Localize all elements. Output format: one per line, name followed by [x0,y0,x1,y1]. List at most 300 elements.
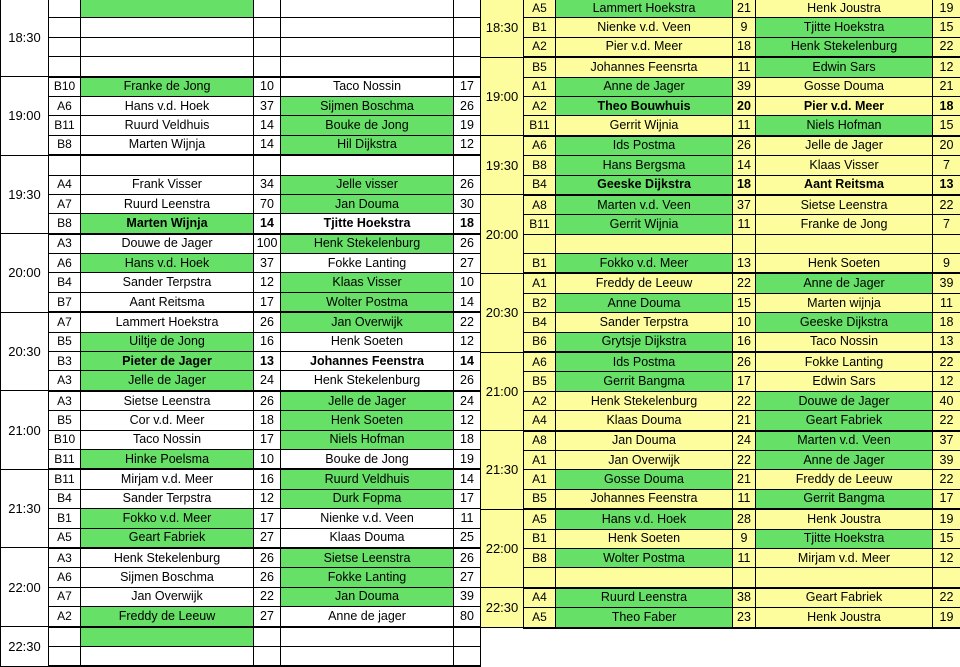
pool-code: A5 [49,528,81,548]
player-one-score: 18 [254,411,281,430]
player-two-score: 26 [454,234,481,254]
table-row [1,568,481,587]
table-row [1,0,481,18]
player-two-score: 11 [454,509,481,528]
time-slot-label: 21:00 [1,391,49,470]
time-slot-label: 18:30 [481,0,524,57]
player-two-score [454,37,481,56]
pool-code: A8 [524,195,556,215]
player-one-name [81,57,254,77]
player-one-name: Theo Faber [556,608,733,628]
pool-code: A2 [524,37,556,57]
table-row [481,588,960,608]
player-two-name: Marten v.d. Veen [756,431,933,451]
player-one-score: 37 [254,254,281,273]
pool-code: A3 [49,391,81,411]
time-slot-label: 20:30 [481,273,524,352]
player-two-name: Sietse Leenstra [756,195,933,215]
player-one-score: 13 [254,352,281,371]
player-one-name: Aant Reitsma [81,292,254,312]
pool-code: B6 [524,332,556,352]
pool-code: A7 [49,312,81,332]
player-two-name: Jan Douma [281,194,454,213]
table-row [1,155,481,175]
time-slot-label: 21:00 [481,352,524,431]
player-one-name: Hans v.d. Hoek [556,509,733,529]
player-one-name: Mirjam v.d. Meer [81,469,254,489]
pool-code: B11 [49,449,81,469]
player-one-name: Jan Douma [556,431,733,451]
player-one-name: Hinke Poelsma [81,449,254,469]
player-one-name [81,37,254,56]
player-two-name: Wolter Postma [281,292,454,312]
player-one-name: Hans v.d. Hoek [81,254,254,273]
pool-code: A8 [524,431,556,451]
table-row [1,37,481,56]
player-two-name: Bouke de Jong [281,116,454,135]
player-two-score: 18 [933,96,960,115]
player-two-name [281,0,454,18]
table-row [481,608,960,628]
player-two-name: Fokke Lanting [281,568,454,587]
player-two-name: Ruurd Veldhuis [281,469,454,489]
player-two-score: 17 [454,489,481,508]
player-one-score: 28 [733,509,756,529]
pool-code: A6 [49,96,81,115]
table-row [1,18,481,37]
player-one-score: 37 [733,195,756,215]
table-row [1,352,481,371]
player-two-score: 10 [454,273,481,292]
pool-code: B8 [49,214,81,234]
player-one-score: 12 [254,489,281,508]
pool-code: A3 [49,234,81,254]
player-one-score: 34 [254,175,281,194]
table-row [1,273,481,292]
player-one-score: 12 [254,273,281,292]
player-two-name: Henk Stekelenburg [281,371,454,391]
player-one-score: 14 [733,156,756,175]
table-row [1,587,481,606]
player-two-score: 20 [933,136,960,156]
player-two-score: 18 [454,214,481,234]
player-one-name: Frank Visser [81,175,254,194]
table-row [481,18,960,37]
player-two-score: 22 [933,352,960,372]
player-two-score: 19 [454,116,481,135]
player-one-name: Marten Wijnja [81,135,254,155]
player-one-name: Taco Nossin [81,430,254,449]
player-two-name: Henk Stekelenburg [281,234,454,254]
pool-code [524,234,556,253]
time-block [481,431,960,510]
player-two-score: 13 [933,175,960,195]
player-two-score [933,234,960,253]
player-one-name [81,18,254,37]
table-row [481,489,960,509]
player-one-score: 11 [733,57,756,77]
table-row [481,568,960,588]
player-one-name: Pieter de Jager [81,352,254,371]
player-two-name: Henk Joustra [756,509,933,529]
player-one-name: Gerrit Bangma [556,372,733,391]
player-one-score: 26 [254,568,281,587]
player-one-score: 26 [733,352,756,372]
pool-code [49,37,81,56]
player-two-score [454,646,481,666]
pool-code: A5 [524,608,556,628]
player-one-score: 21 [733,0,756,18]
player-one-score: 14 [254,135,281,155]
time-slot-label: 18:30 [1,0,49,77]
player-two-name [756,234,933,253]
player-two-score: 80 [454,607,481,627]
pool-code: A4 [524,588,556,608]
pool-code [49,0,81,18]
time-block [1,469,481,548]
table-row [481,431,960,451]
pool-code: B5 [49,411,81,430]
time-block [481,136,960,195]
table-row [1,646,481,666]
table-row [1,469,481,489]
player-one-name: Freddy de Leeuw [81,607,254,627]
table-row [481,77,960,96]
pool-code: A3 [49,548,81,568]
player-two-name: Fokke Lanting [756,352,933,372]
player-one-score: 10 [254,449,281,469]
schedule-table-right [480,0,960,629]
player-two-name: Niels Hofman [281,430,454,449]
pool-code: B11 [524,116,556,136]
pool-code: B5 [524,489,556,509]
player-two-score [454,155,481,175]
player-two-score: 24 [454,391,481,411]
player-one-score: 23 [733,608,756,628]
table-row [481,37,960,57]
player-one-score: 13 [733,254,756,274]
table-row [1,175,481,194]
player-two-score: 19 [454,449,481,469]
player-one-score: 17 [733,372,756,391]
player-one-score: 26 [733,136,756,156]
player-two-name: Tjitte Hoekstra [756,529,933,548]
player-one-score: 24 [733,431,756,451]
time-slot-label: 22:30 [481,588,524,628]
player-one-score: 16 [254,469,281,489]
player-one-score: 9 [733,18,756,37]
table-row [481,548,960,567]
player-one-name: Cor v.d. Meer [81,411,254,430]
player-two-name: Niels Hofman [756,116,933,136]
player-one-score: 26 [254,548,281,568]
table-row [1,312,481,332]
player-two-name: Jan Overwijk [281,312,454,332]
table-row [1,430,481,449]
player-two-score: 27 [454,254,481,273]
player-one-name: Ids Postma [556,136,733,156]
player-two-name: Edwin Sars [756,372,933,391]
time-block [481,57,960,136]
time-slot-label: 19:30 [1,155,49,234]
player-two-score: 39 [933,273,960,293]
player-one-name: Ruurd Veldhuis [81,116,254,135]
pool-code: A7 [49,194,81,213]
player-two-name: Geart Fabriek [756,588,933,608]
player-one-score [254,646,281,666]
table-row [1,194,481,213]
table-row [481,273,960,293]
player-one-name [556,234,733,253]
player-one-name: Ruurd Leenstra [556,588,733,608]
player-two-name: Sijmen Boschma [281,96,454,115]
player-two-score: 7 [933,215,960,234]
time-block [1,391,481,470]
player-two-score: 21 [933,77,960,96]
player-one-score: 14 [254,214,281,234]
player-two-score: 26 [454,548,481,568]
player-two-score: 19 [933,509,960,529]
player-one-name: Hans Bergsma [556,156,733,175]
player-two-score: 18 [454,430,481,449]
player-one-name: Marten v.d. Veen [556,195,733,215]
player-one-name: Ids Postma [556,352,733,372]
table-row [481,234,960,253]
player-two-score: 19 [933,608,960,628]
player-two-score: 37 [933,431,960,451]
pool-code: B2 [524,293,556,312]
time-slot-label: 19:30 [481,136,524,195]
player-one-score: 39 [733,77,756,96]
pool-code: B7 [49,292,81,312]
time-block [481,273,960,352]
player-one-score [254,57,281,77]
player-one-name: Freddy de Leeuw [556,273,733,293]
player-two-name: Henk Joustra [756,0,933,18]
pool-code: B4 [524,313,556,332]
table-row [1,411,481,430]
player-one-score [733,568,756,588]
player-one-score: 21 [733,470,756,489]
player-two-score: 15 [933,18,960,37]
player-one-name: Henk Stekelenburg [81,548,254,568]
time-block [1,155,481,234]
time-slot-label: 20:00 [1,234,49,313]
player-two-score [454,627,481,647]
pool-code: A1 [524,470,556,489]
player-one-name: Fokko v.d. Meer [81,509,254,528]
player-one-score: 10 [733,313,756,332]
pool-code [49,627,81,647]
time-block [1,0,481,77]
player-two-score [454,0,481,18]
pool-code: B1 [524,254,556,274]
player-two-score: 12 [933,57,960,77]
player-one-score: 11 [733,116,756,136]
time-block [1,234,481,313]
player-two-name: Henk Joustra [756,608,933,628]
player-two-score: 13 [933,332,960,352]
pool-code: B4 [524,175,556,195]
table-row [481,116,960,136]
player-two-name: Johannes Feenstra [281,352,454,371]
time-block [481,195,960,274]
player-two-name: Henk Soeten [281,332,454,351]
pool-code: B1 [524,529,556,548]
pool-code: A7 [49,587,81,606]
pool-code: A6 [49,254,81,273]
player-two-name: Klaas Douma [281,528,454,548]
player-one-score: 22 [733,273,756,293]
pool-code [49,646,81,666]
pool-code: A6 [524,352,556,372]
player-one-score: 22 [733,450,756,469]
player-two-name: Nienke v.d. Veen [281,509,454,528]
time-block [1,548,481,627]
player-two-score: 15 [933,529,960,548]
table-row [1,332,481,351]
table-row [481,175,960,195]
table-row [1,292,481,312]
player-one-score: 16 [733,332,756,352]
table-row [1,254,481,273]
pool-code [49,18,81,37]
player-two-score: 12 [454,135,481,155]
pool-code: B4 [49,489,81,508]
player-one-name: Franke de Jong [81,77,254,97]
player-two-name: Freddy de Leeuw [756,470,933,489]
player-two-score: 26 [454,175,481,194]
table-row [481,509,960,529]
player-one-name [556,568,733,588]
player-one-name: Gosse Douma [556,470,733,489]
player-two-score: 26 [454,96,481,115]
player-two-score: 18 [933,313,960,332]
player-one-name: Geart Fabriek [81,528,254,548]
player-two-score [454,57,481,77]
player-one-score: 10 [254,77,281,97]
time-slot-label: 20:00 [481,195,524,274]
player-one-name: Johannes Feensrta [556,57,733,77]
player-one-score: 11 [733,489,756,509]
player-one-name: Sander Terpstra [81,273,254,292]
time-slot-label: 22:00 [481,509,524,588]
player-two-name: Klaas Visser [281,273,454,292]
player-one-name [81,627,254,647]
player-one-score: 21 [733,411,756,431]
table-row [481,391,960,410]
player-two-name: Tjitte Hoekstra [756,18,933,37]
player-two-score [933,568,960,588]
player-two-name: Marten wijnja [756,293,933,312]
player-two-name: Henk Stekelenburg [756,37,933,57]
player-two-name: Gerrit Bangma [756,489,933,509]
player-two-score: 12 [454,332,481,351]
player-two-name [281,627,454,647]
table-row [1,449,481,469]
player-one-name: Douwe de Jager [81,234,254,254]
player-two-name: Edwin Sars [756,57,933,77]
table-row [481,254,960,274]
player-one-name: Henk Stekelenburg [556,391,733,410]
player-two-name: Jan Douma [281,587,454,606]
time-block [481,352,960,431]
pool-code: A2 [524,391,556,410]
player-one-name: Lammert Hoekstra [556,0,733,18]
player-two-name: Pier v.d. Meer [756,96,933,115]
pool-code: A1 [524,273,556,293]
pool-code: B5 [49,332,81,351]
player-two-score: 22 [933,588,960,608]
pool-code: B11 [49,116,81,135]
time-slot-label: 19:00 [481,57,524,136]
pool-code: B3 [49,352,81,371]
pool-code: A4 [524,411,556,431]
player-one-score: 22 [254,587,281,606]
player-one-score: 26 [254,391,281,411]
player-one-name [81,155,254,175]
player-one-name: Klaas Douma [556,411,733,431]
player-one-score: 100 [254,234,281,254]
table-row [481,529,960,548]
pool-code: A5 [524,0,556,18]
table-row [1,57,481,77]
table-row [1,96,481,115]
player-one-name: Marten Wijnja [81,214,254,234]
player-one-name [81,646,254,666]
time-slot-label: 20:30 [1,312,49,391]
player-one-name: Henk Soeten [556,529,733,548]
player-one-score [733,234,756,253]
table-row [481,352,960,372]
player-one-name: Fokko v.d. Meer [556,254,733,274]
player-one-score: 15 [733,293,756,312]
player-one-score: 27 [254,528,281,548]
player-one-score: 22 [733,391,756,410]
player-one-score [254,627,281,647]
player-one-name: Ruurd Leenstra [81,194,254,213]
player-one-name: Sander Terpstra [556,313,733,332]
player-one-score: 24 [254,371,281,391]
pool-code: B11 [49,469,81,489]
player-two-name: Hil Dijkstra [281,135,454,155]
pool-code [49,155,81,175]
player-two-name: Taco Nossin [281,77,454,97]
player-two-score: 30 [454,194,481,213]
pool-code: B1 [49,509,81,528]
player-two-name [281,155,454,175]
time-slot-label: 21:30 [1,469,49,548]
pool-code: B10 [49,77,81,97]
player-two-score: 12 [933,372,960,391]
table-row [481,195,960,215]
player-one-score: 18 [733,175,756,195]
player-one-name: Sijmen Boschma [81,568,254,587]
player-one-name: Sietse Leenstra [81,391,254,411]
pool-code: B1 [524,18,556,37]
pool-code: B8 [524,156,556,175]
player-two-name: Anne de Jager [756,450,933,469]
player-two-name: Jelle de Jager [756,136,933,156]
table-row [481,293,960,312]
pool-code: A1 [524,450,556,469]
player-one-score [254,155,281,175]
table-row [1,607,481,627]
player-two-score: 17 [933,489,960,509]
player-two-name: Klaas Visser [756,156,933,175]
player-two-name [756,568,933,588]
table-row [1,371,481,391]
